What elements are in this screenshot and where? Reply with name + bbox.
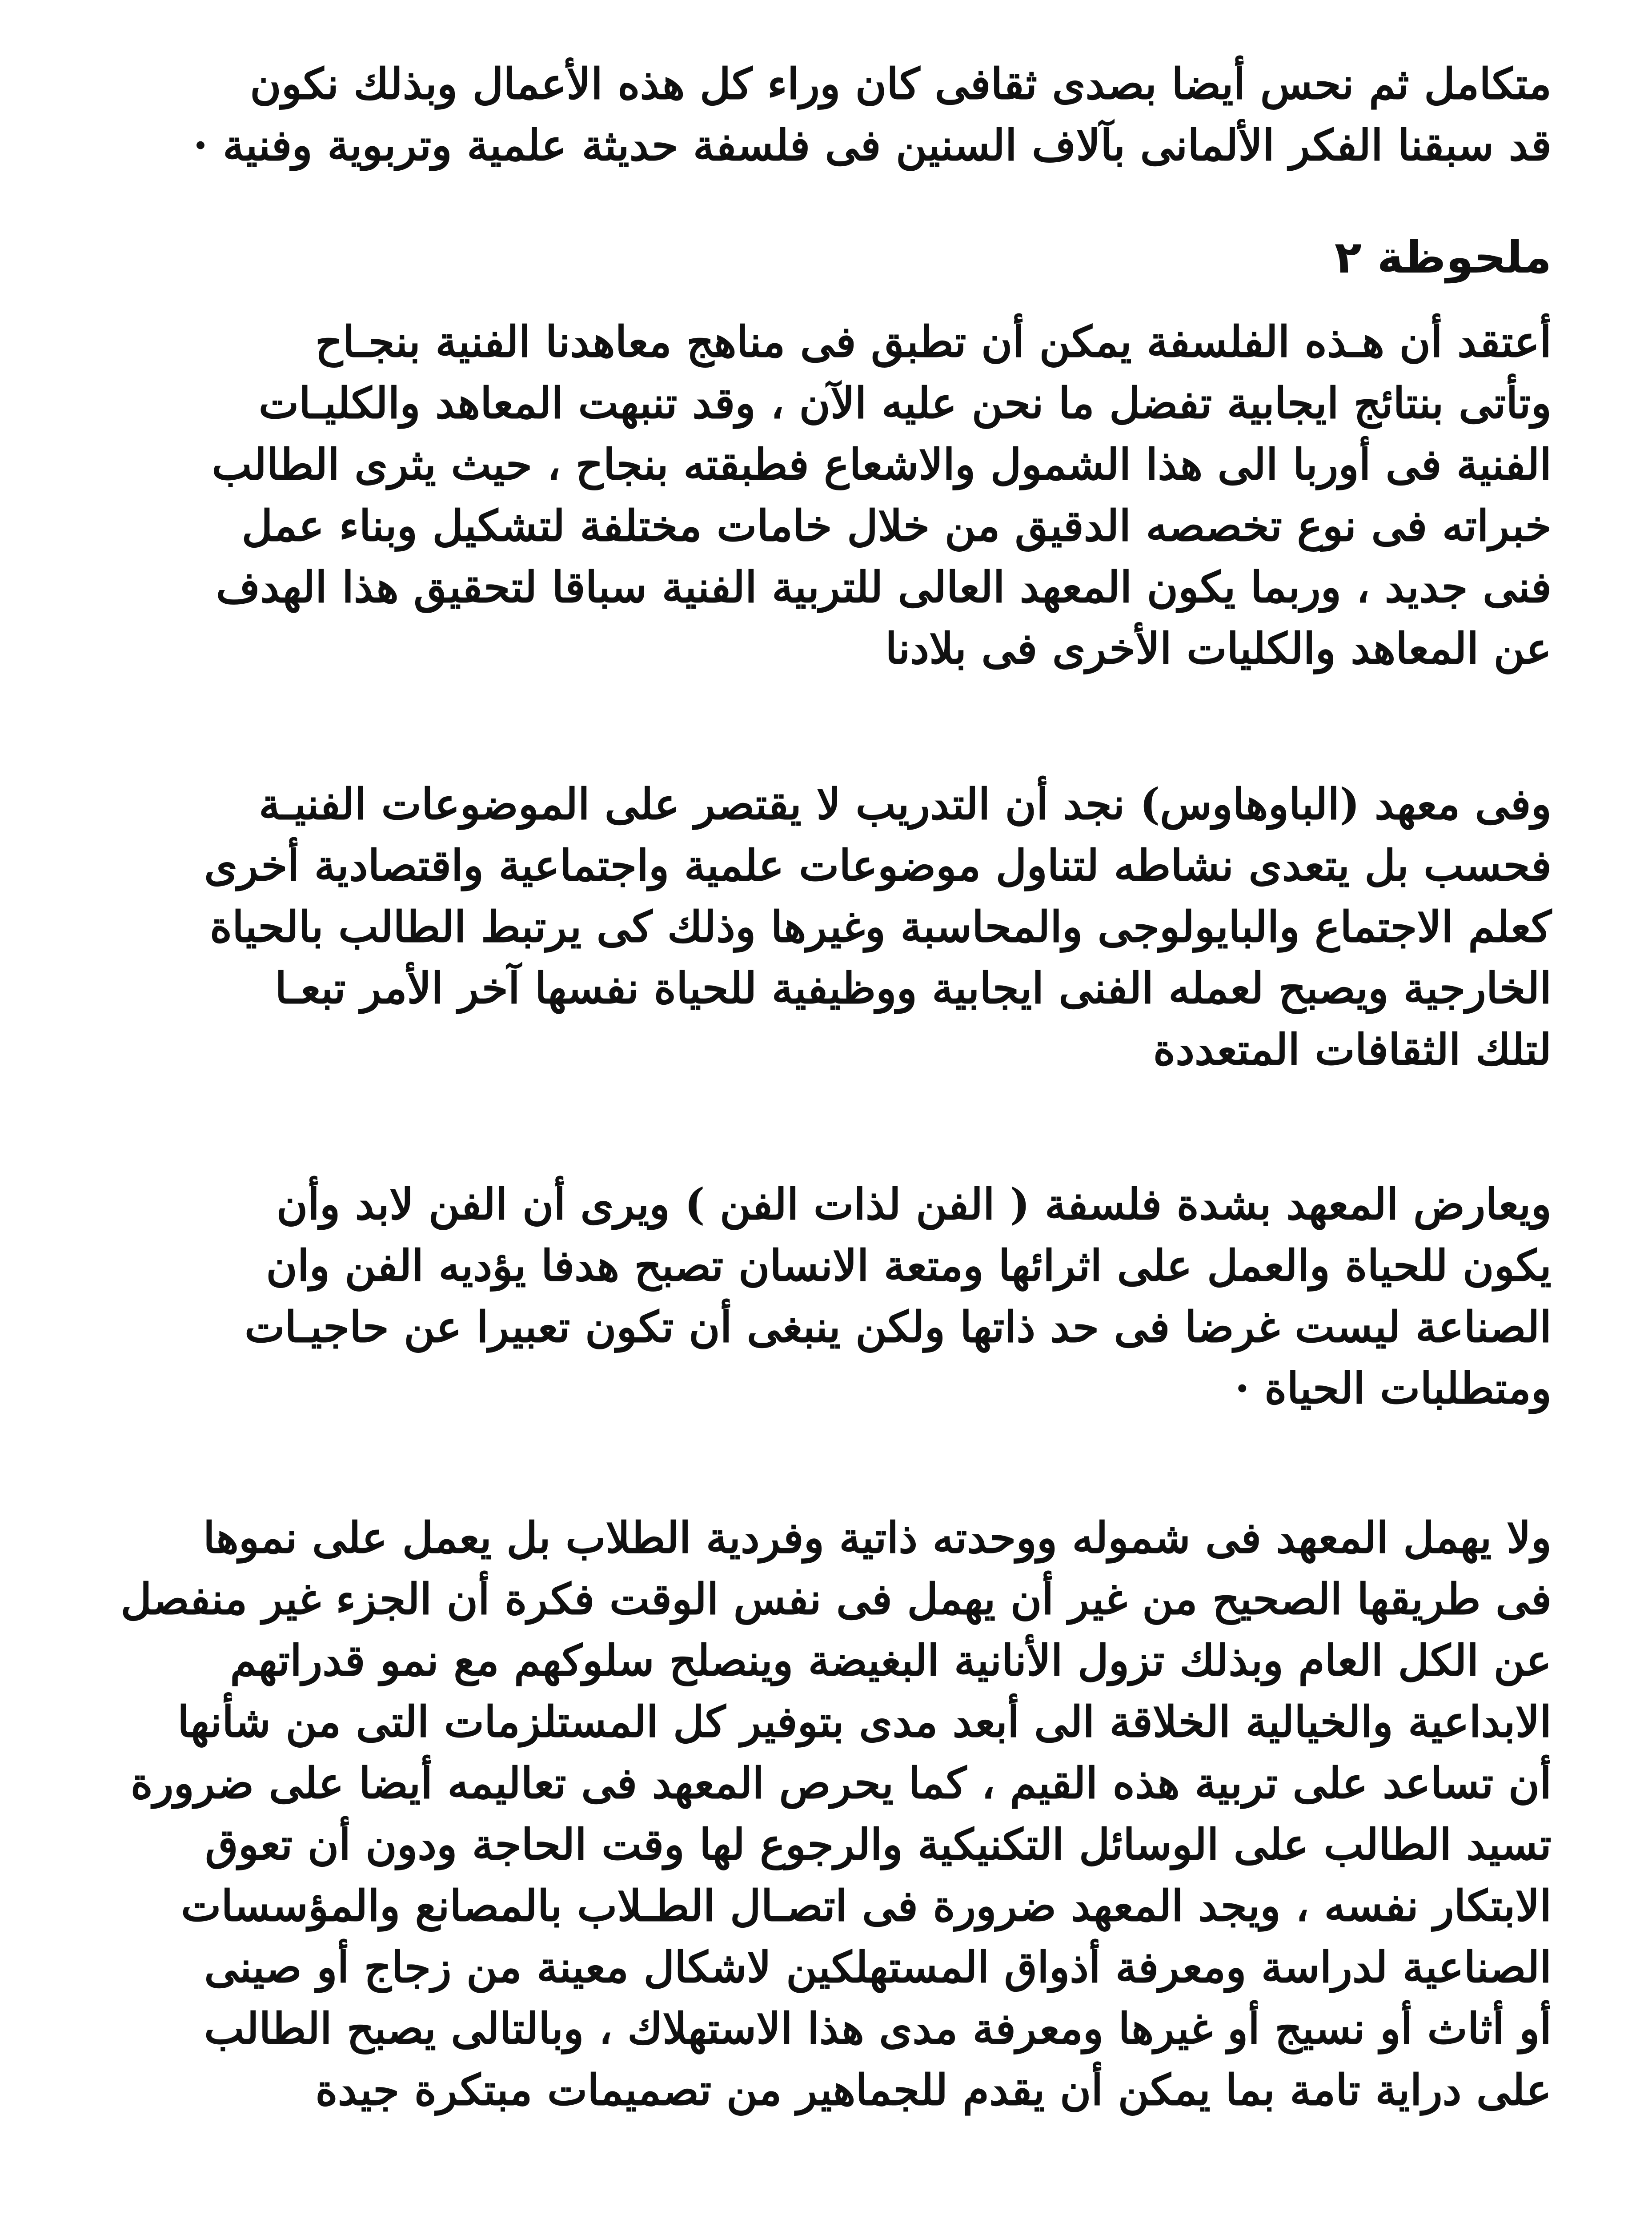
paragraph-4 (107, 1507, 1552, 2121)
paragraph-3 (107, 1174, 1552, 1419)
paragraph-2 (107, 774, 1552, 1080)
text-line: لتلك الثقافات المتعددة (1153, 1024, 1552, 1075)
text-line: متكامل ثم نحس أيضا بصدى ثقافى كان وراء كل هذه الأعمال وبذلك نكون (250, 59, 1552, 109)
text-line: الابتكار نفسه ، ويجد المعهد ضرورة فى اتصـال الطـلاب بالمصانع والمؤسسات (181, 1881, 1552, 1931)
text-line: على دراية تامة بما يمكن أن يقدم للجماهير من تصميمات مبتكرة جيدة (315, 2065, 1552, 2115)
text-line: وفى معهد (الباوهاوس) نجد أن التدريب لا يقتصر على الموضوعات الفنيـة (259, 779, 1552, 829)
text-line: وتأتى بنتائج ايجابية تفضل ما نحن عليه الآن ، وقد تنبهت المعاهد والكليـات (258, 378, 1552, 428)
text-line: الصناعية لدراسة ومعرفة أذواق المستهلكين لاشكال معينة من زجاج أو صينى (204, 1942, 1552, 1992)
text-line: فحسب بل يتعدى نشاطه لتناول موضوعات علمية واجتماعية واقتصادية أخرى (204, 840, 1552, 891)
section-heading: ملحوظة ٢ (1334, 231, 1552, 283)
text-line: الصناعة ليست غرضا فى حد ذاتها ولكن ينبغى أن تكون تعبيرا عن حاجيـات (245, 1302, 1552, 1352)
paragraph-1 (107, 311, 1552, 679)
text-line: فنى جديد ، وربما يكون المعهد العالى للتربية الفنية سباقا لتحقيق هذا الهدف (216, 562, 1552, 612)
text-line: عن المعاهد والكليات الأخرى فى بلادنا (885, 623, 1552, 674)
text-line: خبراته فى نوع تخصصه الدقيق من خلال خامات مختلفة لتشكيل وبناء عمل (241, 501, 1552, 551)
text-line: أن تساعد على تربية هذه القيم ، كما يحرص المعهد فى تعاليمه أيضا على ضرورة (130, 1758, 1552, 1808)
text-line: الابداعية والخيالية الخلاقة الى أبعد مدى بتوفير كل المستلزمات التى من شأنها (177, 1697, 1552, 1747)
text-line: تسيد الطالب على الوسائل التكنيكية والرجوع لها وقت الحاجة ودون أن تعوق (205, 1819, 1552, 1870)
text-line: قد سبقنا الفكر الألمانى بآلاف السنين فى فلسفة حديثة علمية وتربوية وفنية · (193, 120, 1552, 170)
text-line: عن الكل العام وبذلك تزول الأنانية البغيضة وينصلح سلوكهم مع نمو قدراتهم (230, 1635, 1552, 1685)
intro-text (107, 53, 1552, 176)
text-line: ومتطلبات الحياة · (1235, 1363, 1552, 1413)
text-line: الخارجية ويصبح لعمله الفنى ايجابية ووظيفية للحياة نفسها آخر الأمر تبعـا (275, 963, 1552, 1013)
text-line: ولا يهمل المعهد فى شموله ووحدته ذاتية وفردية الطلاب بل يعمل على نموها (203, 1513, 1552, 1563)
text-line: أعتقد أن هـذه الفلسفة يمكن أن تطبق فى مناهج معاهدنا الفنية بنجـاح (315, 317, 1552, 367)
text-line: كعلم الاجتماع والبايولوجى والمحاسبة وغيرها وذلك كى يرتبط الطالب بالحياة (209, 902, 1552, 952)
text-line: ويعارض المعهد بشدة فلسفة ( الفن لذات الفن ) ويرى أن الفن لابد وأن (276, 1179, 1552, 1229)
text-line: فى طريقها الصحيح من غير أن يهمل فى نفس الوقت فكرة أن الجزء غير منفصل (120, 1574, 1552, 1624)
text-line: الفنية فى أوربا الى هذا الشمول والاشعاع فطبقته بنجاح ، حيث يثرى الطالب (212, 439, 1552, 490)
text-line: أو أثاث أو نسيج أو غيرها ومعرفة مدى هذا الاستهلاك ، وبالتالى يصبح الطالب (204, 2003, 1552, 2054)
text-line: يكون للحياة والعمل على اثرائها ومتعة الانسان تصبح هدفا يؤديه الفن وان (266, 1240, 1552, 1291)
